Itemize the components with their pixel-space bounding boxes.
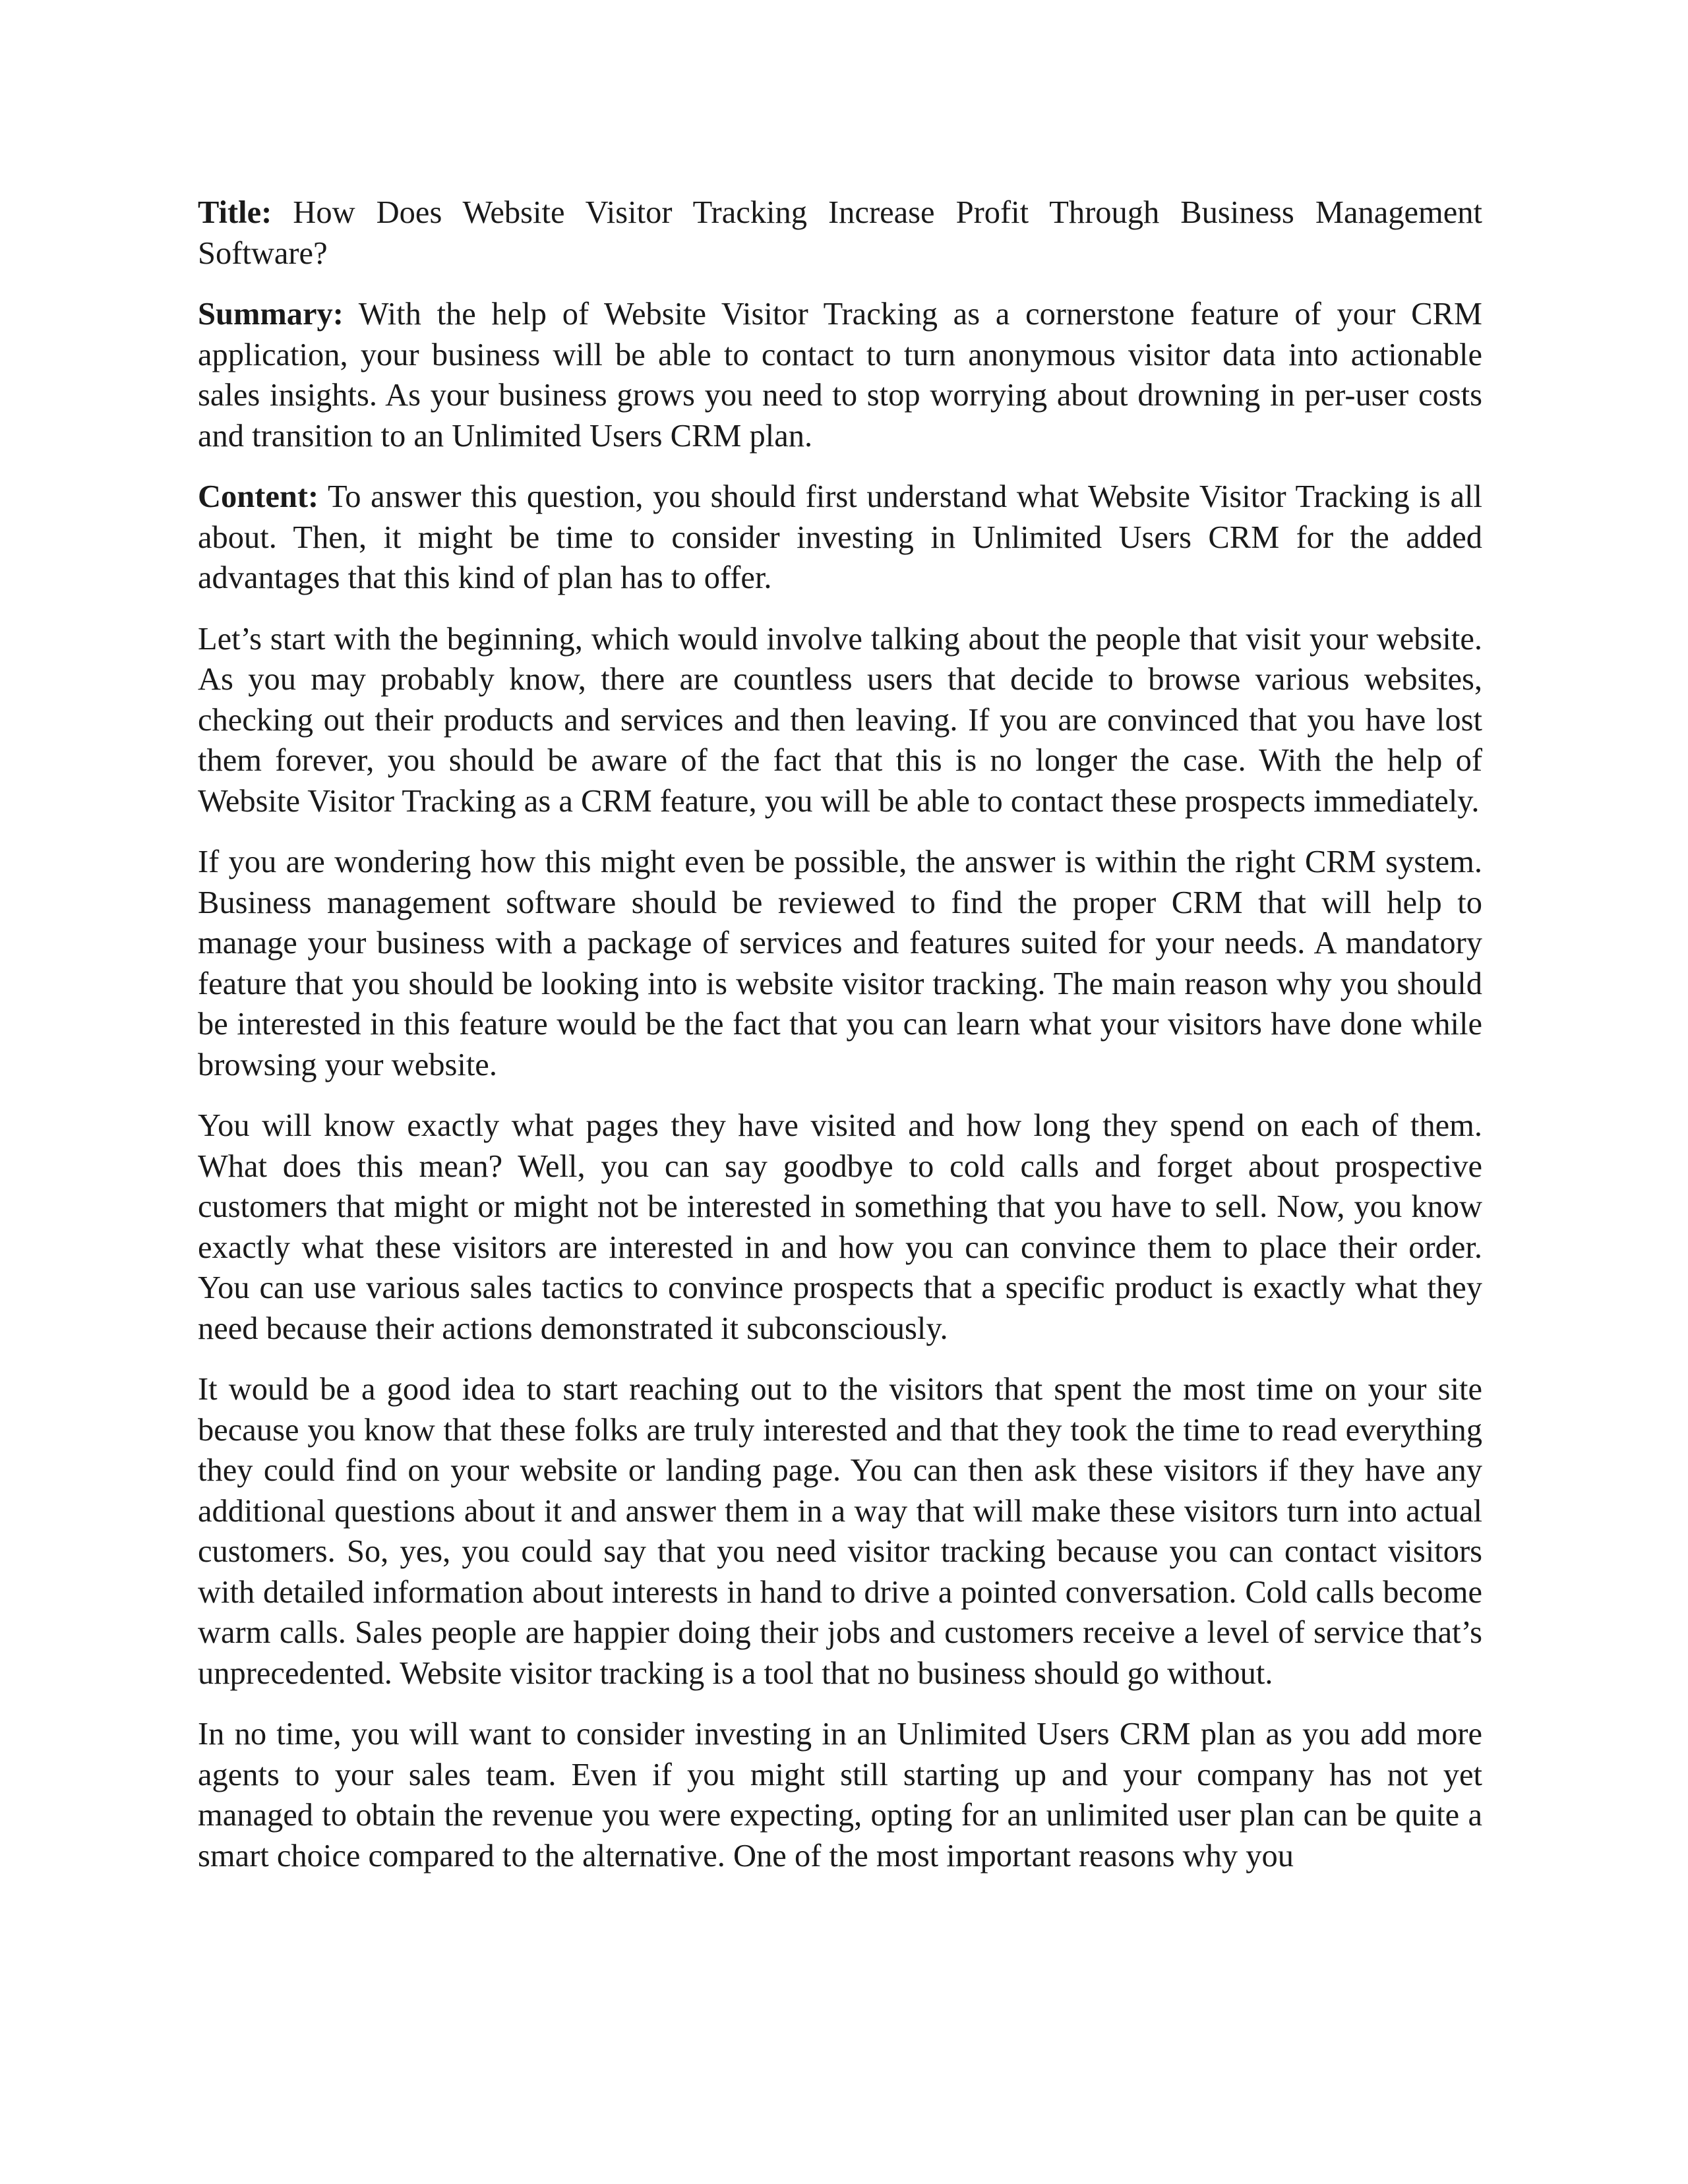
title-label: Title:	[198, 195, 272, 230]
content-paragraph	[198, 477, 1482, 599]
content-text: To answer this question, you should first understand what Website Visitor Tracking is all about. Then, it might be time to consider investing in Unlimited Users CRM for the added advantages that this kind of plan has to offer.	[198, 479, 1482, 595]
title-paragraph	[198, 192, 1482, 274]
document-page	[198, 192, 1482, 1897]
title-text: How Does Website Visitor Tracking Increase Profit Through Business Management Software?	[198, 195, 1482, 271]
body-paragraph-4: It would be a good idea to start reaching out to the visitors that spent the most time on your site because you know that these folks are truly interested and that they took the time to read everything they could find on your website or landing page. You can then ask these visitors if they have any additional questions about it and answer them in a way that will make these visitors turn into actual customers. So, yes, you could say that you need visitor tracking because you can contact visitors with detailed information about interests in hand to drive a pointed conversation. Cold calls become warm calls. Sales people are happier doing their jobs and customers receive a level of service that’s unprecedented. Website visitor tracking is a tool that no business should go without.	[198, 1372, 1482, 1691]
body-paragraph-2: If you are wondering how this might even be possible, the answer is within the right CRM system. Business management software should be reviewed to find the proper CRM that will help to manage your business with a package of services and features suited for your needs. A mandatory feature that you should be looking into is website visitor tracking. The main reason why you should be interested in this feature would be the fact that you can learn what your visitors have done while browsing your website.	[198, 844, 1482, 1082]
body-paragraph-3: You will know exactly what pages they have visited and how long they spend on each of them. What does this mean? Well, you can say goodbye to cold calls and forget about prospective customers that might or might not be interested in something that you have to sell. Now, you know exactly what these visitors are interested in and how you can convince them to place their order. You can use various sales tactics to convince prospects that a specific product is exactly what they need because their actions demonstrated it subconsciously.	[198, 1108, 1482, 1346]
summary-label: Summary:	[198, 297, 344, 332]
body-paragraph-5: In no time, you will want to consider investing in an Unlimited Users CRM plan as you add more agents to your sales team. Even if you might still starting up and your company has not yet managed to obtain the revenue you were expecting, opting for an unlimited user plan can be quite a smart choice compared to the alternative. One of the most important reasons why you	[198, 1717, 1482, 1874]
body-paragraph-1: Let’s start with the beginning, which would involve talking about the people that visit your website. As you may probably know, there are countless users that decide to browse various websites, checking out their products and services and then leaving. If you are convinced that you have lost them forever, you should be aware of the fact that this is no longer the case. With the help of Website Visitor Tracking as a CRM feature, you will be able to contact these prospects immediately.	[198, 621, 1482, 819]
summary-paragraph	[198, 294, 1482, 456]
content-label: Content:	[198, 479, 319, 514]
summary-text: With the help of Website Visitor Tracking as a cornerstone feature of your CRM application, your business will be able to contact to turn anonymous visitor data into actionable sales insights. As your business grows you need to stop worrying about drowning in per-user costs and transition to an Unlimited Users CRM plan.	[198, 297, 1482, 454]
